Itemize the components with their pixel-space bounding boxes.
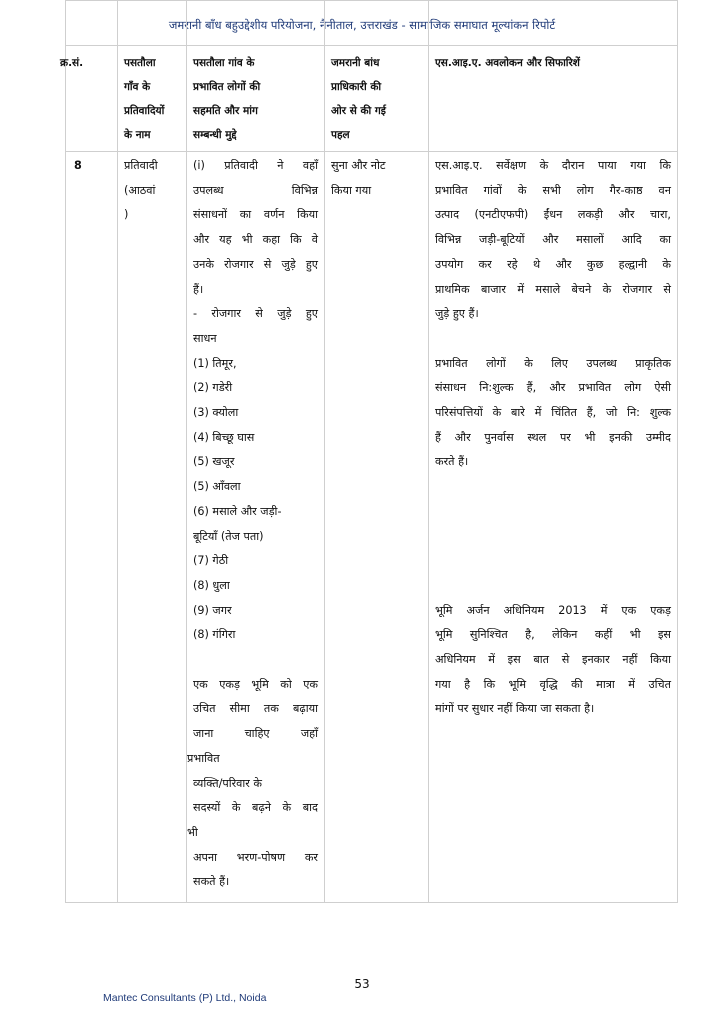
- header-sia-observations: एस.आइ.ए. अवलोकन और सिफारिशें: [429, 46, 678, 152]
- table-header-row: [66, 46, 678, 152]
- issues-cell: (i) प्रतिवादी ने वहाँ उपलब्ध विभिन्न संसाधनों का वर्णन किया और यह भी कहा कि वे उनके रोजगार से जुड़े हुए हैं। - रोजगार से जुड़े हुए साधन (1) तिमूर, (2) गडेरी (3) क्योला (4) बिच्छू घास (5) खजूर (5) आँवला (6) मसाले और जड़ी- बूटियाँ (तेज पता) (7) गेठी (8) धुला (9) जगर (8) गंगिरा एक एकड़ भूमि को एक उचित सीमा तक बढ़ाया जाना चाहिए जहाँ प्रभावित व्यक्ति/परिवार के सदस्यों के बढ़ने के बाद भी अपना भरण-पोषण कर सकते हैं।: [187, 152, 325, 903]
- footer-company: Mantec Consultants (P) Ltd., Noida: [103, 992, 267, 1004]
- resource-item: (8) गंगिरा: [193, 628, 236, 642]
- header-serial: क्र.सं.: [66, 46, 118, 152]
- resource-item: बूटियाँ (तेज पता): [193, 529, 264, 543]
- resource-item: (8) धुला: [193, 578, 230, 592]
- page-header-title: जमरानी बाँध बहुउद्देशीय परियोजना, नैनीताल, उत्तराखंड - सामाजिक समाघात मूल्यांकन रिपोर्ट: [168, 18, 556, 32]
- resource-item: (3) क्योला: [193, 406, 239, 420]
- resource-item: (5) आँवला: [193, 480, 241, 494]
- header-issues: पसतौला गांव के प्रभावित लोगों की सहमति और मांग सम्बन्धी मुद्दे: [187, 46, 325, 152]
- title-spacer-row: [66, 1, 678, 46]
- table-row: [66, 152, 678, 903]
- respondent-cell: प्रतिवादी (आठवां ): [118, 152, 187, 903]
- resource-item: (7) गेठी: [193, 554, 229, 568]
- header-respondent-name: पसतौला गाँव के प्रतिवादियों के नाम: [118, 46, 187, 152]
- resource-item: (1) तिमूर,: [193, 356, 237, 370]
- serial-cell: 8: [66, 152, 118, 903]
- resource-item: (5) खजूर: [193, 455, 235, 469]
- resource-item: (9) जगर: [193, 603, 232, 617]
- authority-action-cell: सुना और नोट किया गया: [325, 152, 429, 903]
- report-table: [60, 0, 678, 903]
- resource-item: (4) बिच्छू घास: [193, 430, 255, 444]
- resource-item: (6) मसाले और जड़ी-: [193, 504, 282, 518]
- resource-item: (2) गडेरी: [193, 381, 233, 395]
- header-authority-action: जमरानी बांध प्राधिकारी की ओर से की गई पहल: [325, 46, 429, 152]
- page-number: 53: [354, 977, 370, 991]
- observations-cell: एस.आइ.ए. सर्वेक्षण के दौरान पाया गया कि प्रभावित गांवों के सभी लोग गैर-काष्ठ वन उत्पाद (एनटीएफपी) ईंधन लकड़ी और चारा, विभिन्न जड़ी-बूटियों और मसालों आदि का उपयोग कर रहे थे और कुछ हल्द्वानी के प्राथमिक बाजार में मसाले बेचने के रोजगार से जुड़े हुए हैं। प्रभावित लोगों के लिए उपलब्ध प्राकृतिक संसाधन नि:शुल्क हैं, और प्रभावित लोग ऐसी परिसंपत्तियों के बारे में चिंतित हैं, जो नि: शुल्क हैं और पुनर्वास स्थल पर भी इनकी उम्मीद करते हैं। भूमि अर्जन अधिनियम 2013 में एक एकड़ भूमि सुनिश्चित है, लेकिन कहीं भी इस अधिनियम में इस बात से इनकार नहीं किया गया है कि भूमि वृद्धि की मात्रा में उचित मांगों पर सुधार नहीं किया जा सकता है।: [429, 152, 678, 903]
